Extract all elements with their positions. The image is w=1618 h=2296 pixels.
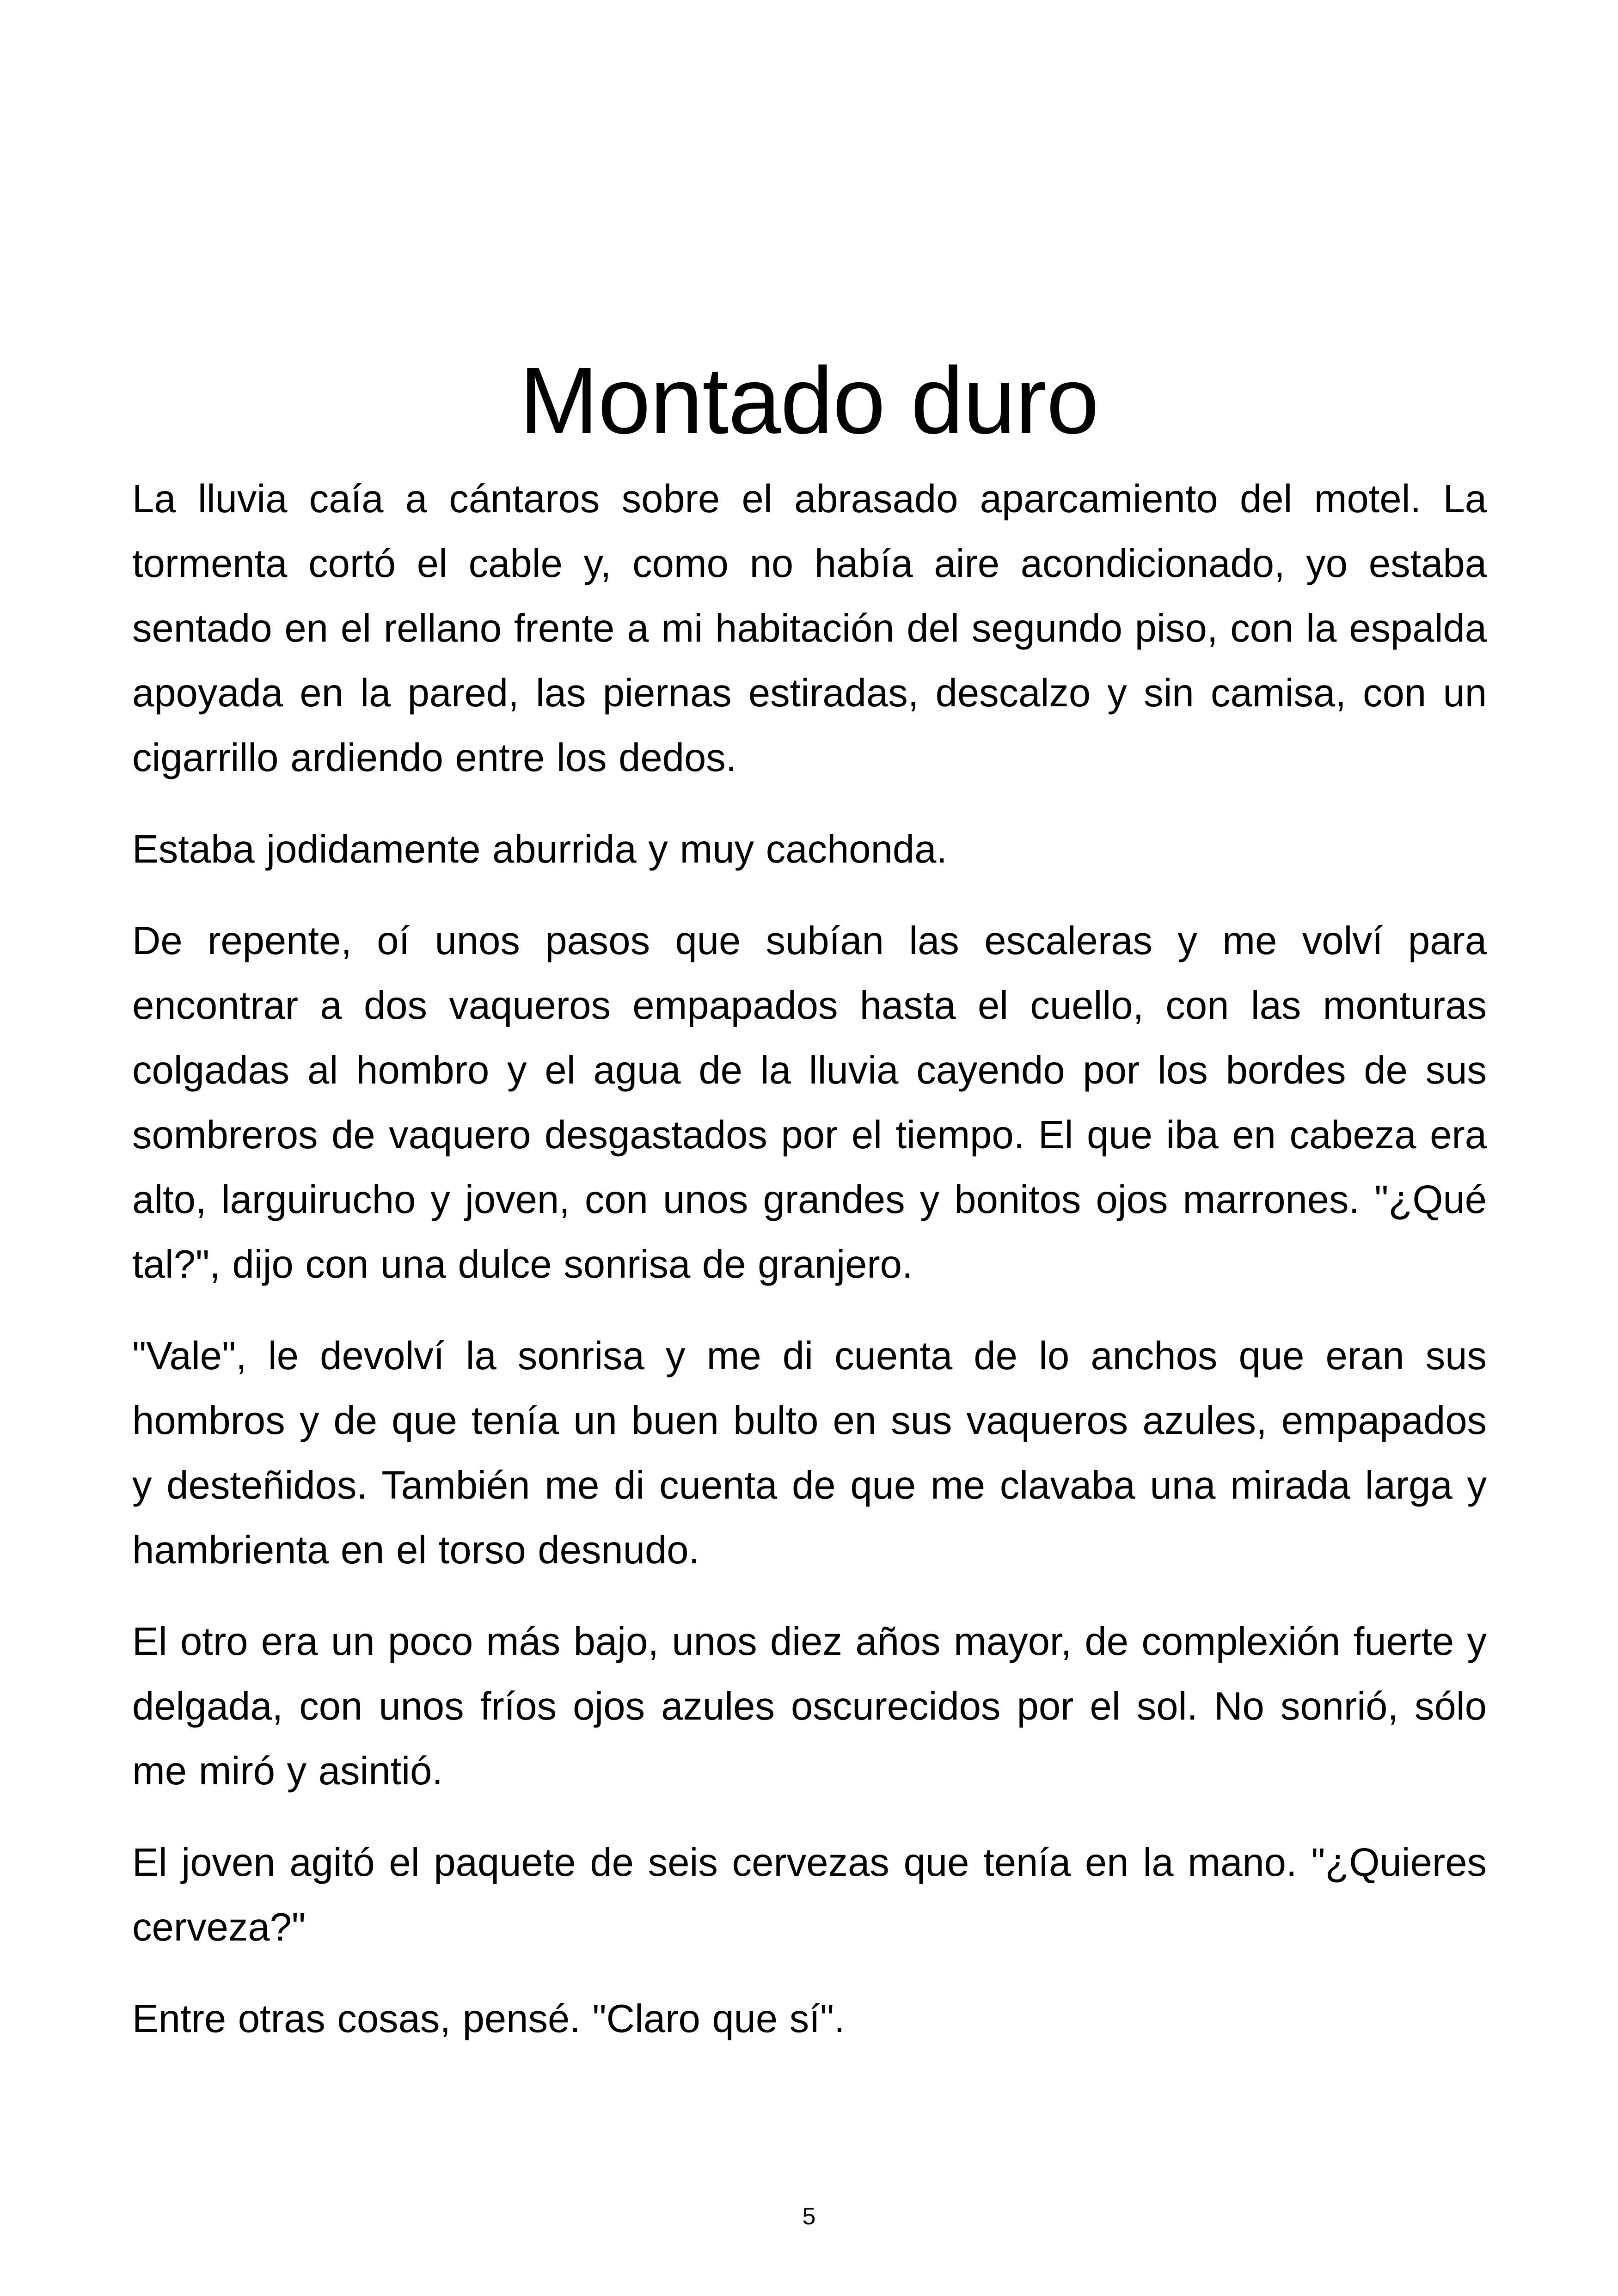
paragraph: El joven agitó el paquete de seis cervezas que tenía en la mano. "¿Quieres cerveza?" [132, 1841, 1487, 1949]
page-number: 5 [802, 2203, 816, 2230]
paragraph: "Vale", le devolví la sonrisa y me di cuenta de lo anchos que eran sus hombros y de que tenía un buen bulto en sus vaqueros azules, empapados y desteñidos. También me di cuenta de que me clavaba una mirada larga y hambrienta en el torso desnudo. [132, 1334, 1487, 1572]
paragraph: El otro era un poco más bajo, unos diez años mayor, de complexión fuerte y delgada, con unos fríos ojos azules oscurecidos por el sol. No sonrió, sólo me miró y asintió. [132, 1620, 1487, 1793]
paragraph: De repente, oí unos pasos que subían las escaleras y me volví para encontrar a dos vaqueros empapados hasta el cuello, con las monturas colgadas al hombro y el agua de la lluvia cayendo por los bordes de sus sombreros de vaquero desgastados por el tiempo. El que iba en cabeza era alto, larguirucho y joven, con unos grandes y bonitos ojos marrones. "¿Qué tal?", dijo con una dulce sonrisa de granjero. [132, 919, 1487, 1286]
paragraph: Estaba jodidamente aburrida y muy cachonda. [132, 827, 948, 871]
paragraph: La lluvia caía a cántaros sobre el abrasado aparcamiento del motel. La tormenta cortó el cable y, como no había aire acondicionado, yo estaba sentado en el rellano frente a mi habitación del segundo piso, con la espalda apoyada en la pared, las piernas estiradas, descalzo y sin camisa, con un cigarrillo ardiendo entre los dedos. [132, 477, 1487, 780]
paragraph: Entre otras cosas, pensé. "Claro que sí". [132, 1997, 845, 2041]
body-text [132, 467, 1487, 2051]
chapter-title: Montado duro [519, 348, 1099, 454]
